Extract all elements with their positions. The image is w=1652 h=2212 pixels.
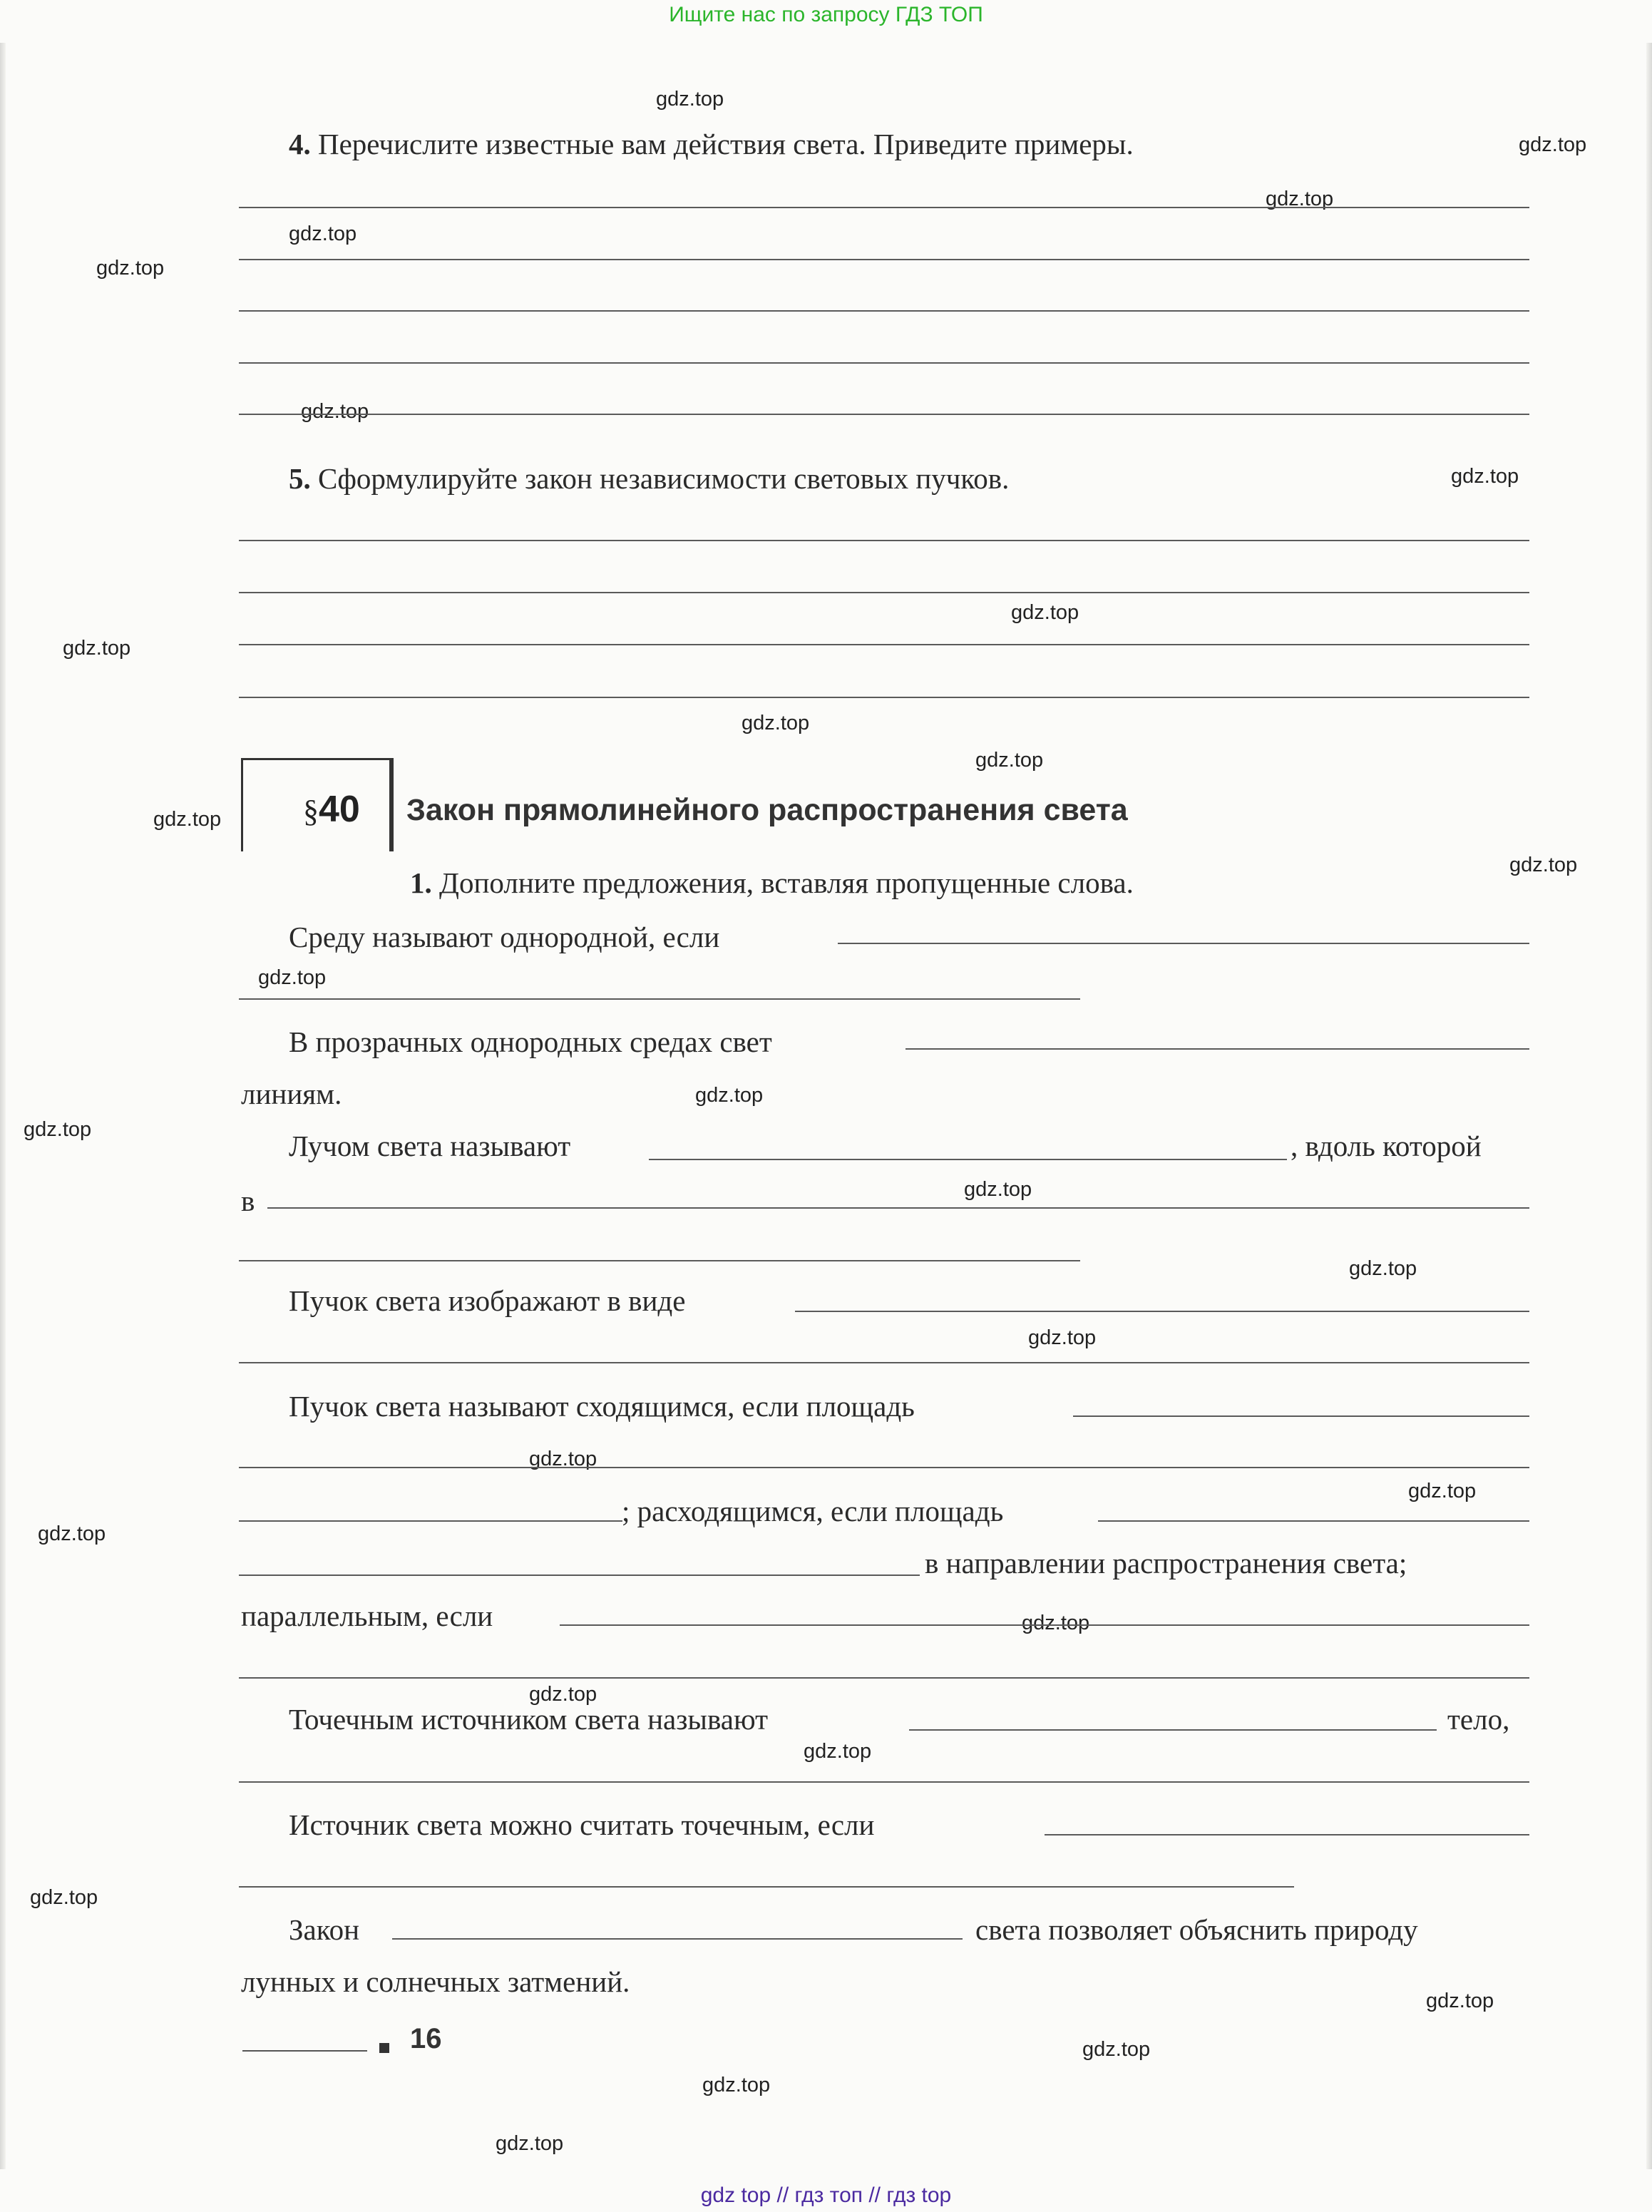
answer-line[interactable]: [239, 644, 1529, 645]
answer-line[interactable]: [239, 697, 1529, 698]
task-4-number: 4.: [289, 128, 311, 160]
answer-line[interactable]: [239, 592, 1529, 593]
fill-blank[interactable]: [1045, 1834, 1529, 1835]
sentence-text: Закон: [289, 1913, 360, 1946]
fill-blank[interactable]: [239, 998, 1080, 1000]
page-edge-left: [0, 43, 6, 2169]
fill-blank[interactable]: [239, 1677, 1529, 1679]
sentence-text: ; расходящимся, если площадь: [622, 1495, 1004, 1527]
sentence-text: Среду называют однородной, если: [289, 921, 720, 953]
watermark: gdz.top: [1426, 1990, 1494, 2012]
answer-line[interactable]: [239, 414, 1529, 415]
sentence-text: в направлении распространения света;: [925, 1547, 1407, 1579]
sentence-text: Лучом света называют: [289, 1130, 571, 1162]
fill-blank[interactable]: [560, 1624, 1529, 1626]
watermark: gdz.top: [529, 1683, 597, 1706]
watermark: gdz.top: [1451, 465, 1519, 488]
fill-blank[interactable]: [239, 1781, 1529, 1783]
top-banner[interactable]: Ищите нас по запросу ГДЗ ТОП: [669, 3, 983, 26]
watermark: gdz.top: [496, 2132, 564, 2155]
answer-line[interactable]: [239, 207, 1529, 208]
watermark: gdz.top: [1519, 133, 1587, 156]
watermark: gdz.top: [695, 1084, 764, 1107]
fill-blank[interactable]: [1098, 1520, 1529, 1522]
sentence-text: лунных и солнечных затмений.: [241, 1965, 630, 1998]
watermark: gdz.top: [38, 1522, 106, 1545]
section-symbol: §: [303, 794, 319, 829]
task-4-question: [289, 127, 1134, 161]
sentence-text: Точечным источником света называют: [289, 1703, 768, 1736]
fill-blank[interactable]: [239, 1886, 1294, 1888]
watermark: gdz.top: [1509, 854, 1578, 876]
answer-line[interactable]: [239, 259, 1529, 260]
page-number: 16: [410, 2023, 442, 2054]
fill-blank[interactable]: [239, 1260, 1080, 1261]
task-5-question: [289, 461, 1009, 496]
watermark: gdz.top: [702, 2074, 771, 2096]
watermark: gdz.top: [804, 1740, 872, 1763]
sentence-text: тело,: [1447, 1703, 1510, 1736]
fill-blank[interactable]: [795, 1311, 1529, 1312]
watermark: gdz.top: [1408, 1480, 1477, 1502]
watermark: gdz.top: [1028, 1326, 1097, 1349]
fill-blank[interactable]: [905, 1048, 1529, 1050]
task-5-number: 5.: [289, 462, 311, 495]
sentence-text: линиям.: [241, 1077, 342, 1110]
task-4-text: Перечислите известные вам действия света. Приведите примеры.: [318, 128, 1134, 160]
fill-blank[interactable]: [239, 1574, 920, 1576]
page-number-marker: [379, 2043, 389, 2053]
fill-blank[interactable]: [239, 1362, 1529, 1363]
sentence-text: , вдоль которой: [1291, 1130, 1482, 1162]
fill-blank[interactable]: [1073, 1415, 1529, 1417]
watermark: gdz.top: [1022, 1612, 1090, 1634]
page-number-rule: [242, 2050, 367, 2052]
watermark: gdz.top: [529, 1448, 597, 1470]
page-edge-right: [1646, 43, 1652, 2169]
watermark: gdz.top: [30, 1886, 98, 1909]
watermark: gdz.top: [289, 222, 357, 245]
watermark: gdz.top: [742, 712, 810, 734]
fill-blank[interactable]: [239, 1520, 622, 1522]
watermark: gdz.top: [1349, 1257, 1417, 1280]
sentence-text: света позволяет объяснить природу: [975, 1913, 1418, 1946]
watermark: gdz.top: [24, 1118, 92, 1141]
fill-blank[interactable]: [392, 1938, 963, 1940]
task-1-question: [410, 866, 1134, 900]
fill-blank[interactable]: [909, 1729, 1437, 1731]
watermark: gdz.top: [964, 1178, 1032, 1201]
section-number: [303, 788, 360, 831]
watermark: gdz.top: [1266, 188, 1334, 210]
watermark: gdz.top: [1082, 2038, 1151, 2061]
watermark: gdz.top: [96, 257, 165, 280]
answer-line[interactable]: [239, 362, 1529, 364]
answer-line[interactable]: [239, 540, 1529, 541]
watermark: gdz.top: [975, 749, 1044, 772]
sentence-text: Пучок света изображают в виде: [289, 1284, 686, 1317]
sentence-text: в: [241, 1184, 255, 1217]
watermark: gdz.top: [301, 400, 369, 423]
section-title: Закон прямолинейного распространения света: [406, 793, 1128, 827]
task-1-number: 1.: [410, 866, 432, 899]
watermark: gdz.top: [656, 88, 724, 111]
sentence-text: В прозрачных однородных средах свет: [289, 1025, 772, 1058]
fill-blank[interactable]: [838, 943, 1529, 944]
watermark: gdz.top: [1011, 601, 1079, 624]
watermark: gdz.top: [63, 637, 131, 660]
fill-blank[interactable]: [267, 1207, 1529, 1209]
watermark: gdz.top: [258, 966, 327, 989]
bottom-banner[interactable]: gdz top // гдз топ // гдз top: [700, 2183, 952, 2207]
sentence-text: Пучок света называют сходящимся, если площадь: [289, 1390, 915, 1423]
fill-blank[interactable]: [239, 1467, 1529, 1468]
fill-blank[interactable]: [649, 1159, 1287, 1160]
sentence-text: Источник света можно считать точечным, если: [289, 1808, 875, 1841]
section-number-value: 40: [319, 789, 360, 830]
answer-line[interactable]: [239, 310, 1529, 312]
task-5-text: Сформулируйте закон независимости световых пучков.: [318, 462, 1010, 495]
watermark: gdz.top: [153, 808, 222, 831]
sentence-text: параллельным, если: [241, 1599, 493, 1632]
task-1-text: Дополните предложения, вставляя пропущенные слова.: [439, 866, 1134, 899]
